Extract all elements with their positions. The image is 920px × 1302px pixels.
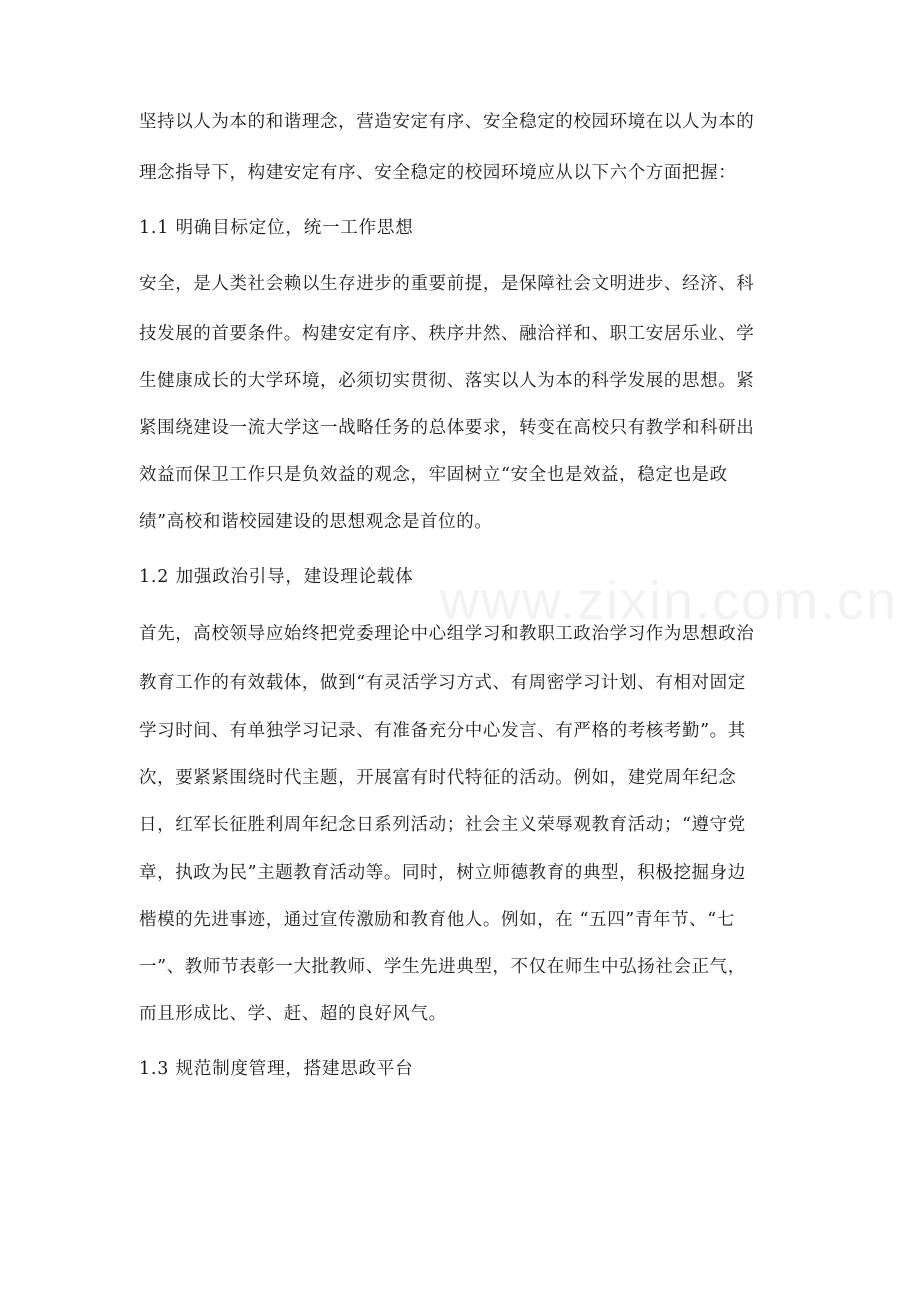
paragraph-1-1-line-2: 技发展的首要条件。构建安定有序、秩序井然、融洽祥和、职工安居乐业、学 bbox=[139, 324, 755, 344]
paragraph-intro-line-2: 理念指导下，构建安定有序、安全稳定的校园环境应从以下六个方面把握： bbox=[139, 163, 737, 183]
paragraph-1-1-line-4: 紧围绕建设一流大学这一战略任务的总体要求，转变在高校只有教学和科研出 bbox=[139, 418, 755, 438]
paragraph-1-2-line-4: 次，要紧紧围绕时代主题，开展富有时代特征的活动。例如，建党周年纪念 bbox=[139, 768, 737, 788]
paragraph-1-2-line-9: 而且形成比、学、赶、超的良好风气。 bbox=[139, 1004, 447, 1024]
paragraph-intro-line-1: 坚持以人为本的和谐理念，营造安定有序、安全稳定的校园环境在以人为本的 bbox=[139, 112, 755, 132]
paragraph-1-1-line-1: 安全，是人类社会赖以生存进步的重要前提，是保障社会文明进步、经济、科 bbox=[139, 274, 755, 294]
paragraph-1-1-line-5: 效益而保卫工作只是负效益的观念，牢固树立“安全也是效益，稳定也是政 bbox=[139, 465, 728, 485]
paragraph-1-2-line-6: 章，执政为民”主题教育活动等。同时，树立师德教育的典型，积极挖掘身边 bbox=[139, 863, 746, 883]
paragraph-1-2-line-5: 日，红军长征胜利周年纪念日系列活动；社会主义荣辱观教育活动；“遵守党 bbox=[139, 815, 746, 835]
paragraph-1-2-line-3: 学习时间、有单独学习记录、有准备充分中心发言、有严格的考核考勤”。其 bbox=[139, 721, 746, 741]
section-heading-1-1: 1.1 明确目标定位，统一工作思想 bbox=[139, 218, 414, 238]
section-heading-1-2: 1.2 加强政治引导，建设理论载体 bbox=[139, 567, 414, 587]
paragraph-1-2-line-8: 一”、教师节表彰一大批教师、学生先进典型，不仅在师生中弘扬社会正气， bbox=[139, 957, 746, 977]
paragraph-1-1-line-3: 生健康成长的大学环境，必须切实贯彻、落实以人为本的科学发展的思想。紧 bbox=[139, 371, 755, 391]
paragraph-1-1-line-6: 绩”高校和谐校园建设的思想观念是首位的。 bbox=[139, 512, 493, 532]
section-heading-1-3: 1.3 规范制度管理，搭建思政平台 bbox=[139, 1059, 414, 1079]
paragraph-1-2-line-1: 首先，高校领导应始终把党委理论中心组学习和教职工政治学习作为思想政治 bbox=[139, 624, 755, 644]
paragraph-1-2-line-7: 楷模的先进事迹，通过宣传激励和教育他人。例如，在 “五四”青年节、“七 bbox=[139, 910, 735, 930]
watermark: www.zixin.com.cn bbox=[440, 571, 899, 631]
paragraph-1-2-line-2: 教育工作的有效载体，做到“有灵活学习方式、有周密学习计划、有相对固定 bbox=[139, 673, 746, 693]
